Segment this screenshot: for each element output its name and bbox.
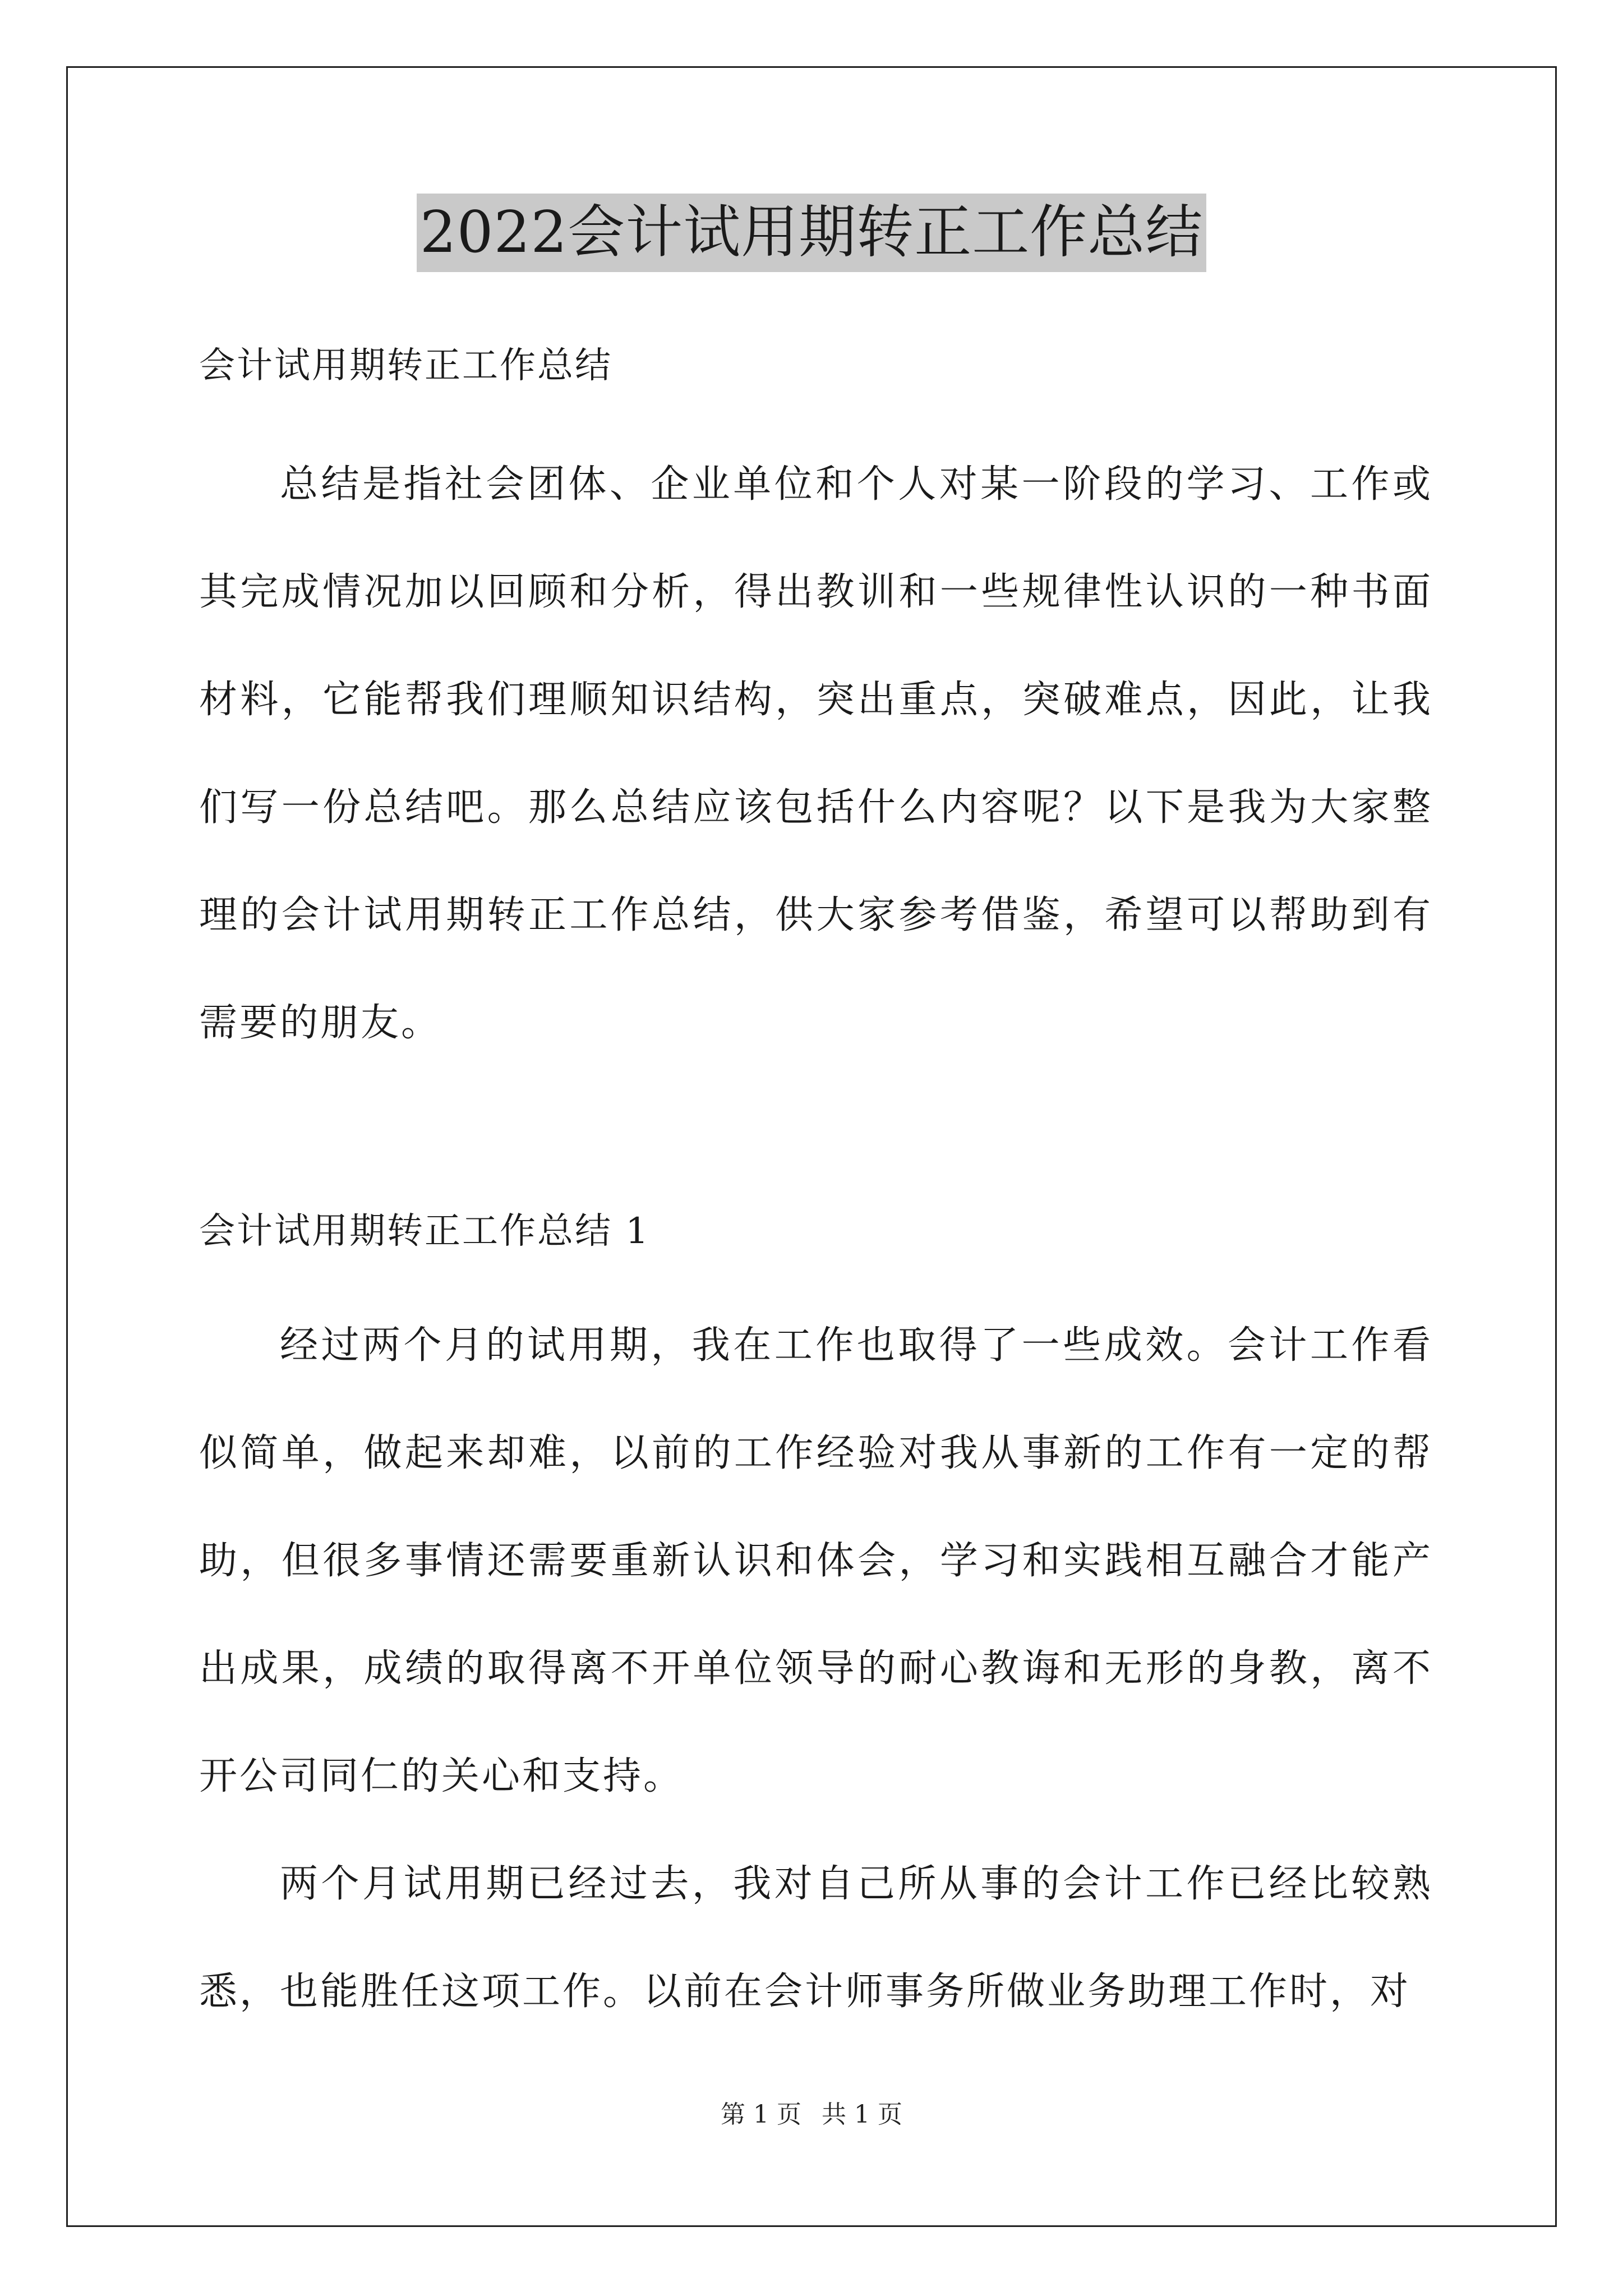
intro-paragraph: 总结是指社会团体、企业单位和个人对某一阶段的学习、工作或其完成情况加以回顾和分析，得出教训和一些规律性认识的一种书面材料，它能帮我们理顺知识结构，突出重点，突破难点，因此，让我们写一份总结吧。那么总结应该包括什么内容呢？以下是我为大家整理的会计试用期转正工作总结，供大家参考借鉴，希望可以帮助到有需要的朋友。 [199,462,1433,1045]
section-heading-1: 会计试用期转正工作总结 1 [199,1211,651,1252]
page-footer [0,2098,1623,2132]
document-subtitle: 会计试用期转正工作总结 [199,345,612,386]
page-total-label: 共 1 页 [822,2100,902,2129]
section1-paragraph-2: 两个月试用期已经过去，我对自己所从事的会计工作已经比较熟悉，也能胜任这项工作。以前在会计师事务所做业务助理工作时，对 [199,1862,1433,2014]
document-title-text: 2022会计试用期转正工作总结 [417,194,1207,272]
section1-paragraph-1: 经过两个月的试用期，我在工作也取得了一些成效。会计工作看似简单，做起来却难，以前的工作经验对我从事新的工作有一定的帮助，但很多事情还需要重新认识和体会，学习和实践相互融合才能产出成果，成绩的取得离不开单位领导的耐心教诲和无形的身教，离不开公司同仁的关心和支持。 [199,1323,1433,1798]
document-title [0,194,1623,272]
page-number-label: 第 1 页 [721,2100,801,2129]
